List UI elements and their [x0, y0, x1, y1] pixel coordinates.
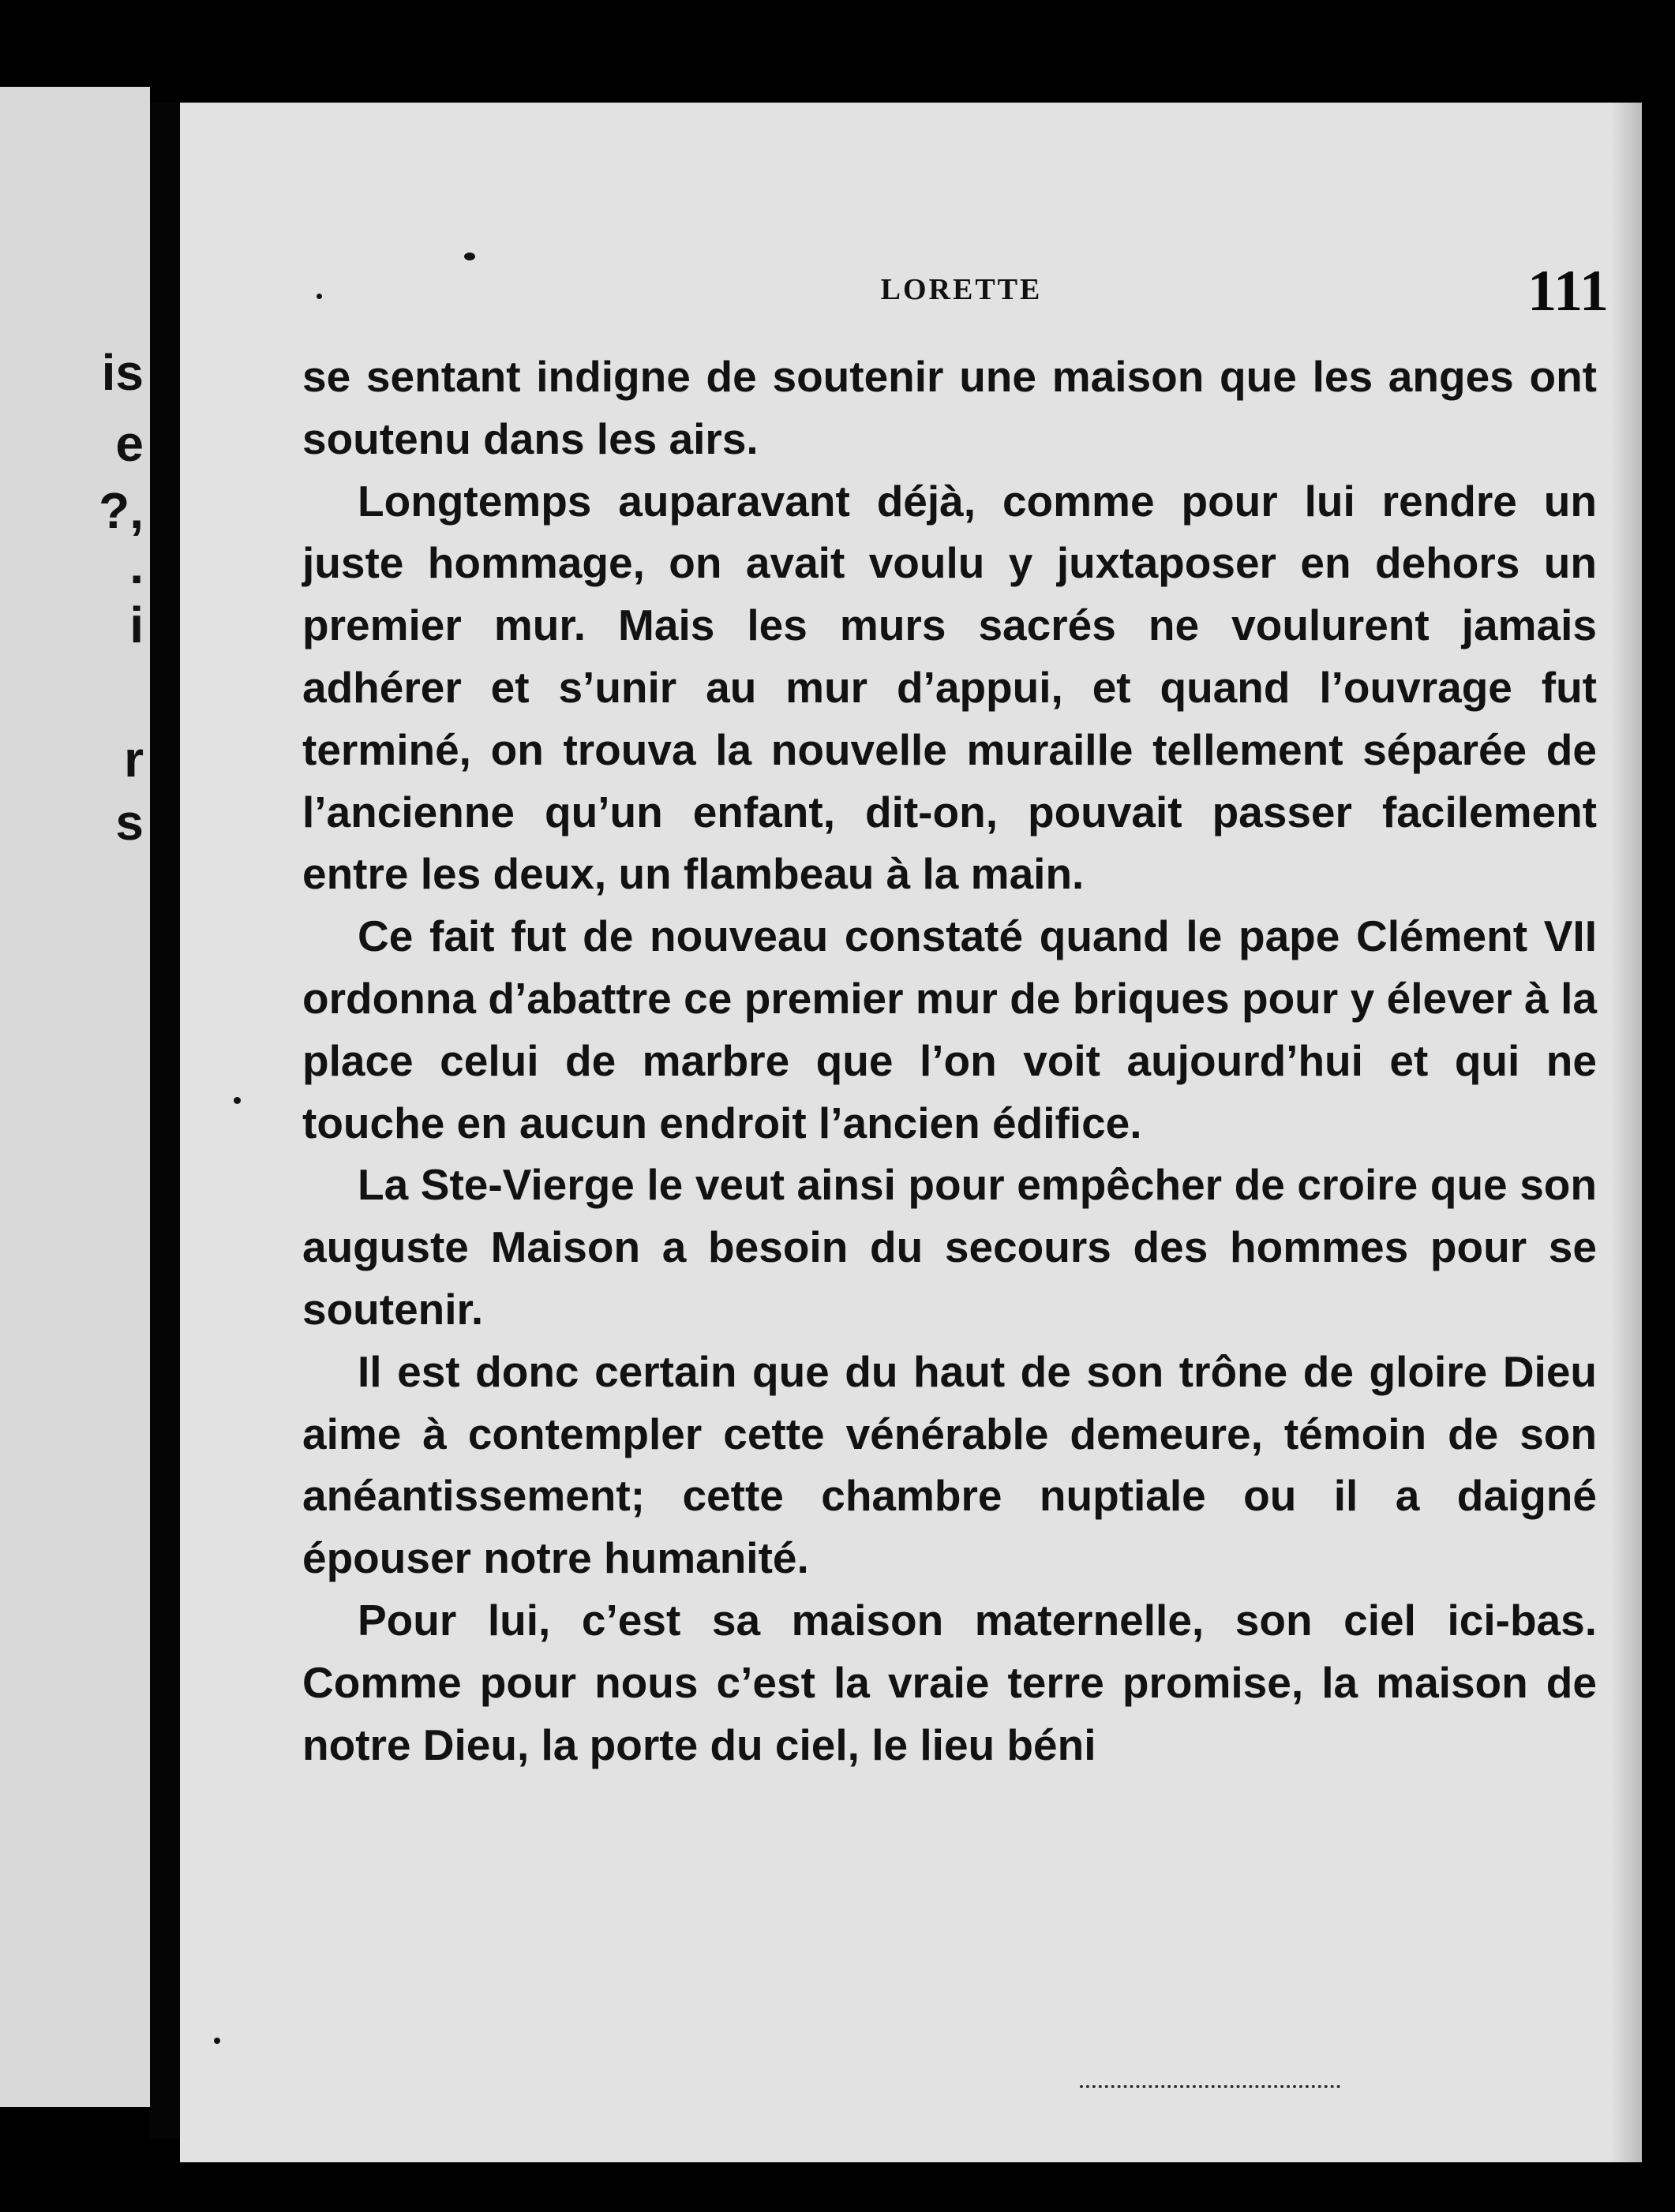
page-number: 111: [1527, 259, 1609, 324]
running-head-title: LORETTE: [880, 273, 1043, 306]
adjacent-page-fragment: ?,: [99, 482, 144, 539]
paragraph: Longtemps auparavant déjà, comme pour lui rendre un juste hommage, on avait voulu y juxtaposer en dehors un premier mur. Mais les murs sacrés ne voulurent jamais adhérer et s’unir au mur d’appui, et quand l’ouvrage fut terminé, on trouva la nouvelle muraille tellement séparée de l’ancienne qu’un enfant, dit-on, pouvait passer facilement entre les deux, un flambeau à la main.: [302, 476, 1597, 899]
adjacent-page-fragment: is: [101, 344, 144, 401]
book-gutter: [150, 103, 180, 2139]
adjacent-page-fragment: s: [115, 794, 144, 851]
adjacent-page-fragment: e: [115, 415, 144, 472]
ink-speck: [234, 1097, 241, 1104]
footer-ornament: [1080, 2085, 1340, 2088]
paragraph: Ce fait fut de nouveau constaté quand le pape Clément VII ordonna d’abattre ce premier mur de briques pour y élever à la place celui de marbre que l’on voit aujourd’hui et qui ne touche en aucun endroit l’ancien édifice.: [302, 911, 1597, 1147]
ink-speck: [214, 2038, 220, 2044]
paragraph: Il est donc certain que du haut de son trône de gloire Dieu aime à contempler cette vénérable demeure, témoin de son anéantissement; cette chambre nuptiale ou il a daigné épouser notre humanité.: [302, 1346, 1597, 1583]
running-head: [314, 259, 1609, 327]
book-page: [180, 103, 1642, 2162]
page-body: [302, 346, 1597, 1776]
ink-speck: [317, 294, 322, 299]
paragraph: se sentant indigne de soutenir une maison que les anges ont soutenu dans les airs.: [302, 352, 1597, 463]
adjacent-page-fragment: r: [124, 731, 144, 788]
paragraph: Pour lui, c’est sa maison maternelle, son ciel ici-bas. Comme pour nous c’est la vraie terre promise, la maison de notre Dieu, la porte du ciel, le lieu béni: [302, 1595, 1597, 1769]
adjacent-page-fragment: .: [129, 537, 144, 594]
adjacent-page: [0, 87, 150, 2107]
adjacent-page-fragment: i: [129, 597, 144, 653]
ink-speck: [464, 253, 475, 260]
paragraph: La Ste-Vierge le veut ainsi pour empêcher de croire que son auguste Maison a besoin du secours des hommes pour se soutenir.: [302, 1160, 1597, 1334]
